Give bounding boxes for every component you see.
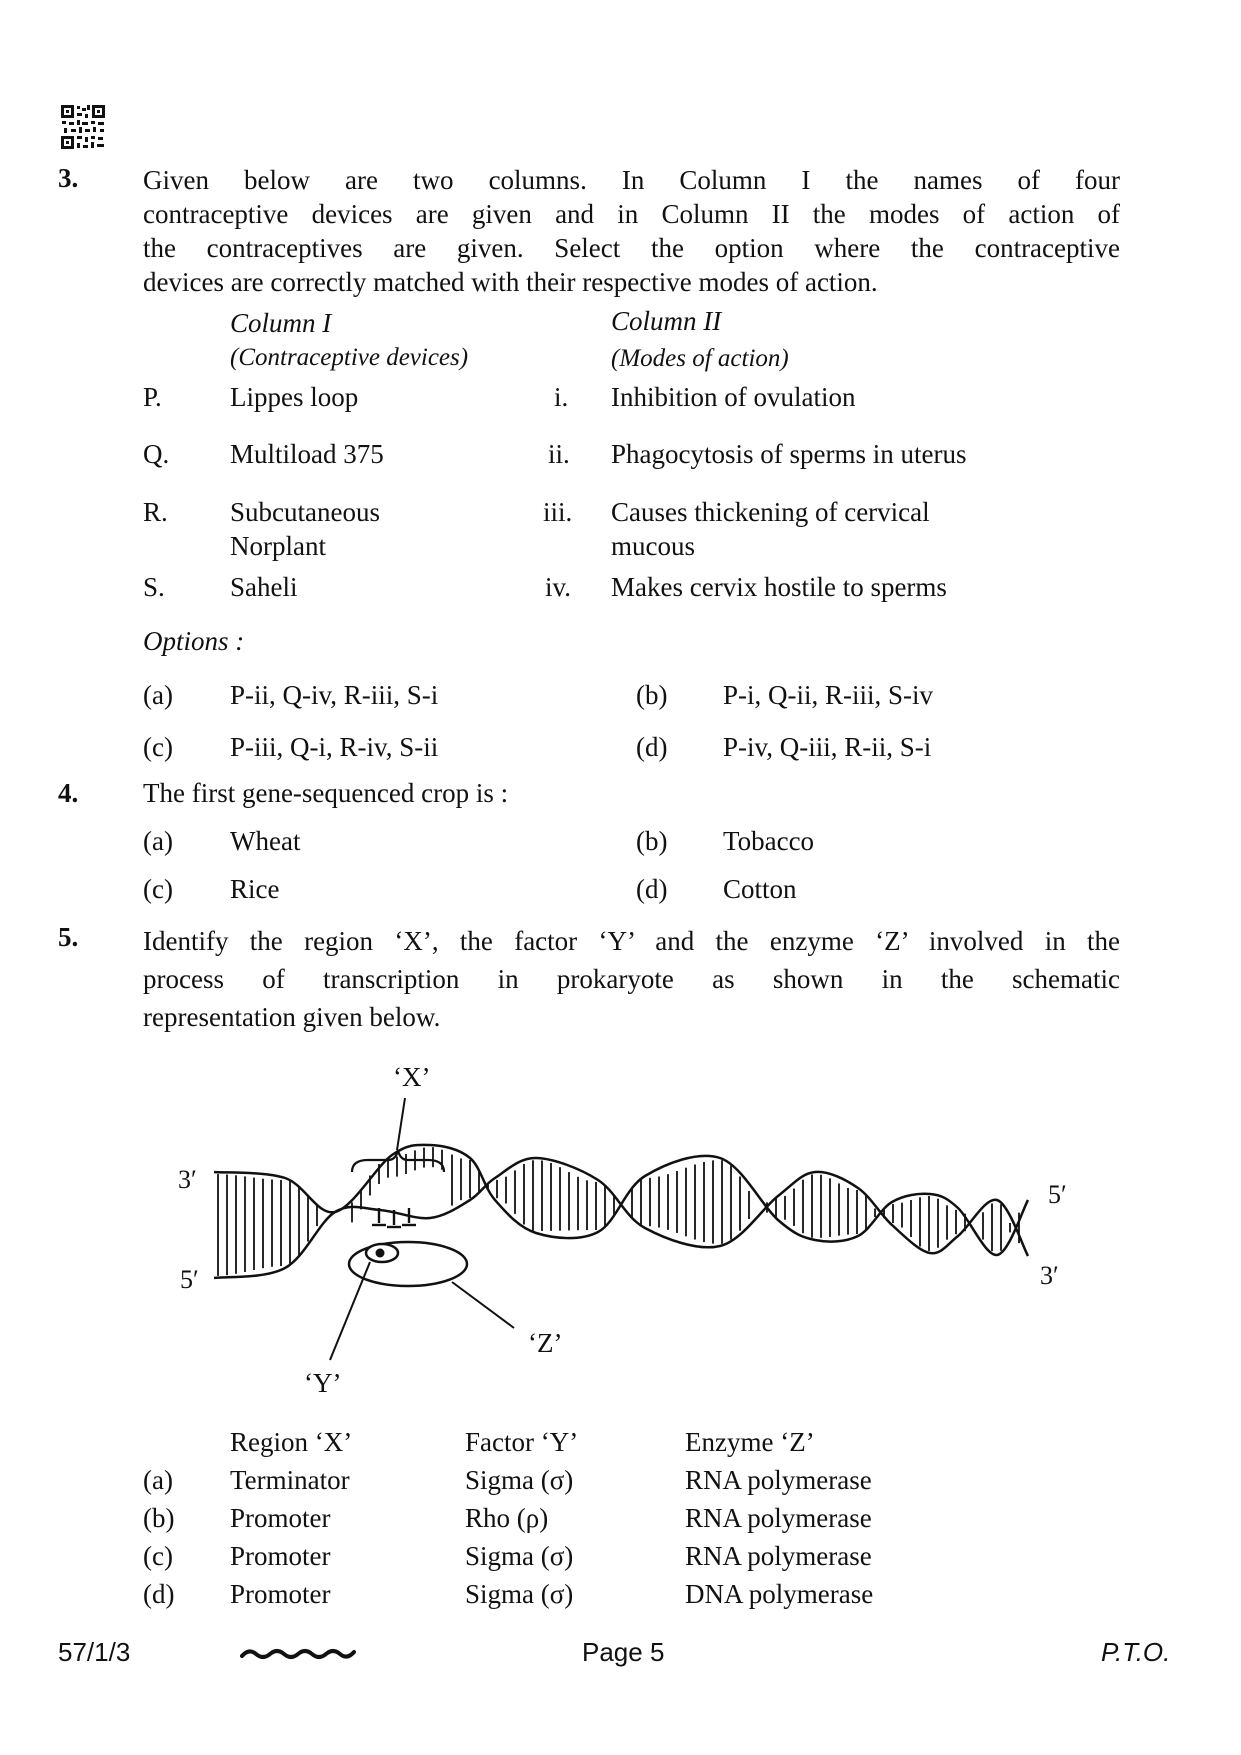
contraceptive-device: Saheli xyxy=(230,572,298,602)
question-line: the contraceptives are given. Select the option where the contraceptive xyxy=(143,233,1120,263)
option-label: (a) xyxy=(143,680,173,710)
dna-double-helix xyxy=(214,1145,1028,1278)
column-1-header: Column I xyxy=(230,308,332,338)
y-pointer-line xyxy=(330,1262,370,1360)
question-line: contraceptive devices are given and in Column II the modes of action of xyxy=(143,199,1120,229)
column-2-header: Column II xyxy=(611,306,722,336)
label-x: ‘X’ xyxy=(393,1062,431,1092)
question-number: 5. xyxy=(58,922,79,952)
option-label: (d) xyxy=(636,874,668,904)
region-cell: Terminator xyxy=(230,1465,350,1495)
table-header: Enzyme ‘Z’ xyxy=(685,1427,815,1457)
please-turn-over: P.T.O. xyxy=(1101,1637,1171,1667)
contraceptive-device: Lippes loop xyxy=(230,382,359,412)
region-cell: Promoter xyxy=(230,1579,331,1609)
match-key: Q. xyxy=(143,439,170,469)
match-numeral: iv. xyxy=(545,572,571,602)
option-label: (a) xyxy=(143,1465,173,1495)
table-header: Region ‘X’ xyxy=(230,1427,353,1457)
question-text xyxy=(143,922,1120,1036)
qr-code-icon xyxy=(60,104,106,150)
strand-end-label: 3′ xyxy=(178,1165,197,1194)
match-key: S. xyxy=(143,572,165,602)
question-number: 3. xyxy=(58,163,79,193)
wave-ornament-icon xyxy=(240,1646,356,1662)
option-text: Tobacco xyxy=(723,826,815,856)
option-label: (d) xyxy=(143,1579,175,1609)
question-text xyxy=(143,163,1120,299)
enzyme-cell: RNA polymerase xyxy=(685,1503,872,1533)
factor-cell: Rho (ρ) xyxy=(465,1503,549,1533)
mode-of-action: Causes thickening of cervical xyxy=(611,497,930,527)
match-numeral: i. xyxy=(554,382,569,412)
region-cell: Promoter xyxy=(230,1541,331,1571)
match-key: P. xyxy=(143,382,162,412)
question-text: The first gene-sequenced crop is : xyxy=(143,778,509,808)
strand-end-label: 5′ xyxy=(1048,1180,1067,1209)
question-line: Given below are two columns. In Column I the names of four xyxy=(143,165,1120,195)
x-pointer-line xyxy=(397,1098,405,1150)
question-line: Identify the region ‘X’, the factor ‘Y’ and the enzyme ‘Z’ involved in the xyxy=(143,926,1120,956)
match-numeral: iii. xyxy=(543,497,573,527)
option-label: (b) xyxy=(636,826,668,856)
option-text: Rice xyxy=(230,874,280,904)
dna-strand xyxy=(214,1158,1028,1278)
match-numeral: ii. xyxy=(548,439,570,469)
z-pointer-line xyxy=(452,1282,514,1328)
question-line: process of transcription in prokaryote as shown in the schematic xyxy=(143,964,1120,994)
option-label: (b) xyxy=(636,680,668,710)
promoter-brace xyxy=(352,1150,444,1172)
mode-of-action: Inhibition of ovulation xyxy=(611,382,856,412)
option-text: Wheat xyxy=(230,826,301,856)
paper-code: 57/1/3 xyxy=(58,1637,131,1667)
factor-cell: Sigma (σ) xyxy=(465,1579,574,1609)
factor-cell: Sigma (σ) xyxy=(465,1541,574,1571)
factor-cell: Sigma (σ) xyxy=(465,1465,574,1495)
option-label: (c) xyxy=(143,732,173,762)
option-label: (c) xyxy=(143,874,173,904)
mode-of-action: mucous xyxy=(611,531,695,561)
option-text: P-i, Q-ii, R-iii, S-iv xyxy=(723,680,934,710)
column-2-subheader: (Modes of action) xyxy=(611,345,789,372)
label-z: ‘Z’ xyxy=(528,1328,563,1358)
option-text: P-ii, Q-iv, R-iii, S-i xyxy=(230,680,439,710)
column-1-subheader: (Contraceptive devices) xyxy=(230,344,469,371)
strand-end-label: 5′ xyxy=(180,1265,199,1294)
option-text: P-iii, Q-i, R-iv, S-ii xyxy=(230,732,439,762)
option-label: (d) xyxy=(636,732,668,762)
contraceptive-device: Multiload 375 xyxy=(230,439,384,469)
page-number: Page 5 xyxy=(582,1637,665,1667)
option-label: (c) xyxy=(143,1541,173,1571)
option-label: (a) xyxy=(143,826,173,856)
options-label: Options : xyxy=(143,626,245,656)
enzyme-cell: RNA polymerase xyxy=(685,1465,872,1495)
transcription-diagram xyxy=(0,1040,1241,1420)
question-number: 4. xyxy=(58,778,79,808)
label-y: ‘Y’ xyxy=(304,1368,342,1398)
question-line: devices are correctly matched with their respective modes of action. xyxy=(143,267,878,297)
region-cell: Promoter xyxy=(230,1503,331,1533)
mode-of-action: Makes cervix hostile to sperms xyxy=(611,572,947,602)
option-text: P-iv, Q-iii, R-ii, S-i xyxy=(723,732,932,762)
contraceptive-device: Subcutaneous xyxy=(230,497,380,527)
mode-of-action: Phagocytosis of sperms in uterus xyxy=(611,439,967,469)
sigma-factor-dot xyxy=(376,1249,385,1258)
match-key: R. xyxy=(143,497,168,527)
option-text: Cotton xyxy=(723,874,797,904)
table-header: Factor ‘Y’ xyxy=(465,1427,579,1457)
binding-marks xyxy=(372,1208,416,1227)
strand-end-label: 3′ xyxy=(1040,1261,1059,1290)
enzyme-cell: RNA polymerase xyxy=(685,1541,872,1571)
question-line: representation given below. xyxy=(143,1002,441,1032)
contraceptive-device: Norplant xyxy=(230,531,326,561)
option-label: (b) xyxy=(143,1503,175,1533)
enzyme-cell: DNA polymerase xyxy=(685,1579,874,1609)
